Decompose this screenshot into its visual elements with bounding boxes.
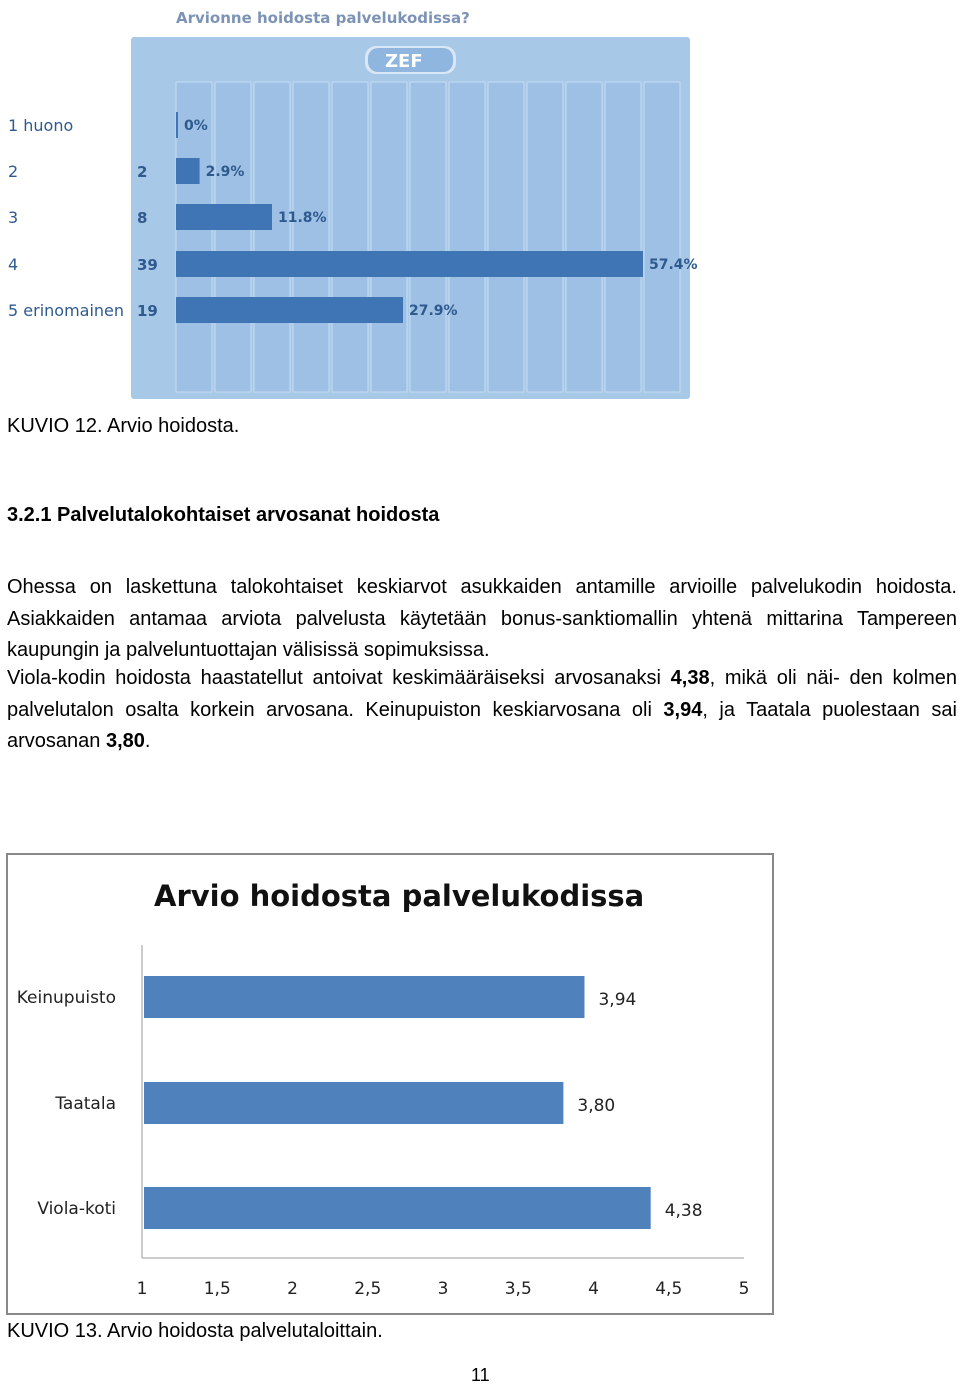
- x-axis-ticks: [137, 1279, 750, 1299]
- chart-column: [254, 82, 290, 392]
- bar: [176, 251, 643, 277]
- x-tick-label: 3,5: [504, 1279, 532, 1299]
- x-tick-label: 2,5: [354, 1279, 382, 1299]
- bar: [144, 1082, 563, 1124]
- grade-value: 3,80: [105, 730, 145, 752]
- grade-chart-title: Arvio hoidosta palvelukodissa: [154, 879, 645, 913]
- category-label: Viola-koti: [37, 1199, 116, 1219]
- grade-chart: [6, 853, 774, 1315]
- chart-column: [566, 82, 602, 392]
- x-tick-label: 4,5: [655, 1279, 683, 1299]
- response-count: 19: [137, 302, 158, 320]
- figure-caption: KUVIO 13. Arvio hoidosta palvelutaloittain.: [7, 1320, 383, 1342]
- x-tick-label: 5: [738, 1279, 750, 1299]
- x-tick-label: 2: [287, 1279, 298, 1299]
- chart-column: [332, 82, 368, 392]
- bar: [144, 1187, 651, 1229]
- body-paragraph: Ohessa on laskettuna talokohtaiset keskiarvot asukkaiden antamille arvioille palvelukodin hoidosta. Asiakkaiden antamaa arviota palvelusta käytetään bonus-sanktiomallin yhtenä mittarina Tampereen kaupungin ja palveluntuottajan välisissä sopimuksissa.: [7, 576, 957, 661]
- category-label: 2: [8, 162, 19, 181]
- bar-value-label: 0%: [184, 118, 208, 134]
- x-tick-label: 1: [136, 1279, 148, 1299]
- chart-column: [371, 82, 407, 392]
- bar: [176, 204, 272, 230]
- chart-column: [488, 82, 524, 392]
- paragraph-text: , mikä oli näi- den kolmen palvelutalon osalta korkein arvosana. Keinupuiston keskiarvosana oli: [7, 667, 957, 721]
- x-tick-label: 3: [437, 1279, 449, 1299]
- chart-column: [605, 82, 641, 392]
- category-label: 5 erinomainen: [8, 301, 125, 320]
- response-count: 2: [137, 163, 148, 181]
- x-tick-label: 4: [588, 1279, 599, 1299]
- survey-chart: [0, 0, 700, 405]
- bar-value-label: 2.9%: [205, 164, 245, 180]
- section-heading: 3.2.1 Palvelutalokohtaiset arvosanat hoidosta: [7, 504, 440, 526]
- bar: [144, 976, 584, 1018]
- grade-value: 3,94: [663, 698, 703, 721]
- chart-column: [215, 82, 251, 392]
- bar-value-label: 57.4%: [649, 257, 698, 273]
- category-label: Keinupuisto: [16, 988, 116, 1008]
- survey-chart-title: Arvionne hoidosta palvelukodissa?: [176, 9, 470, 27]
- paragraph-text: .: [144, 730, 151, 752]
- category-label: 4: [8, 255, 19, 274]
- bar-value-label: 27.9%: [408, 303, 458, 319]
- paragraph-text: , ja Taatala puolestaan sai arvosanan: [7, 698, 957, 752]
- bar-value-label: 3,80: [577, 1096, 616, 1116]
- chart-column: [449, 82, 485, 392]
- chart-column: [527, 82, 563, 392]
- bar: [176, 112, 178, 138]
- bar-value-label: 3,94: [598, 990, 637, 1010]
- bar: [176, 297, 403, 323]
- paragraph-text: Viola-kodin hoidosta haastatellut antoivat keskimääräiseksi arvosanaksi: [7, 667, 671, 689]
- category-label: Taatala: [55, 1094, 116, 1114]
- grade-value: 4,38: [670, 667, 710, 689]
- category-label: 3: [8, 208, 19, 227]
- chart-column: [644, 82, 680, 392]
- bar: [176, 158, 200, 184]
- bar-value-label: 4,38: [664, 1201, 703, 1221]
- zef-logo-text: ZEF: [385, 51, 423, 72]
- x-tick-label: 1,5: [203, 1279, 231, 1299]
- chart-column: [293, 82, 329, 392]
- bar-value-label: 11.8%: [278, 210, 327, 226]
- figure-caption: KUVIO 12. Arvio hoidosta.: [7, 415, 240, 437]
- chart-column: [410, 82, 446, 392]
- response-count: 39: [137, 256, 158, 274]
- page-number: 11: [471, 1365, 490, 1385]
- body-paragraph: [7, 663, 957, 758]
- response-count: 8: [137, 209, 148, 227]
- category-label: 1 huono: [8, 116, 74, 135]
